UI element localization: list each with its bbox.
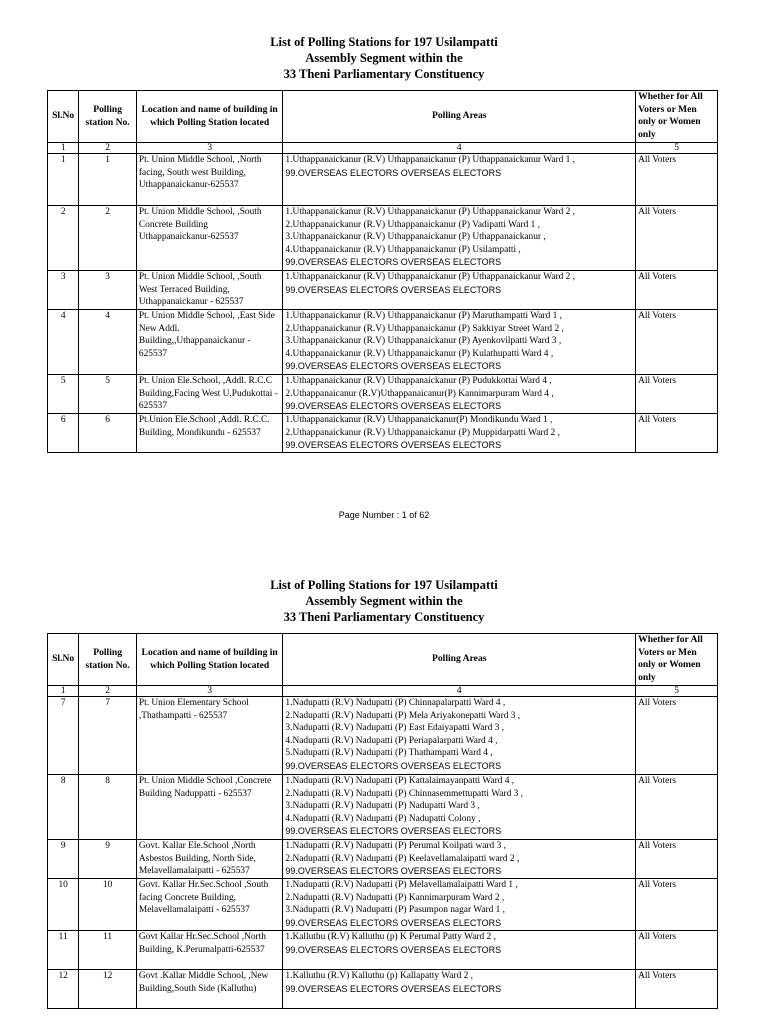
cell-location: Pt. Union Middle School, ,East Side New Addl. Building,,Uthappanaickanur - 625537 xyxy=(136,310,283,375)
column-number: 4 xyxy=(283,686,636,697)
polling-stations-table-page-1 xyxy=(47,90,718,453)
polling-area-line: 2.Uthappanaickanur (R.V) Uthappanaickanur (P) Vadipatti Ward 1 , xyxy=(285,219,540,230)
cell-slno: 5 xyxy=(48,375,79,414)
cell-location: Pt.Union Ele.School ,Addl. R.C.C. Building, Mondikundu - 625537 xyxy=(136,414,283,453)
column-number: 3 xyxy=(136,143,283,154)
polling-area-line: 99.OVERSEAS ELECTORS OVERSEAS ELECTORS xyxy=(285,440,502,451)
polling-area-line: 4.Uthappanaickanur (R.V) Uthappanaickanur (P) Usilampatti , xyxy=(285,244,521,255)
polling-area-line: 99.OVERSEAS ELECTORS OVERSEAS ELECTORS xyxy=(285,284,502,295)
title-line: 33 Theni Parliamentary Constituency xyxy=(283,610,485,624)
table-row xyxy=(48,840,718,879)
cell-polling-station-no: 3 xyxy=(79,271,137,310)
column-number: 5 xyxy=(636,143,718,154)
polling-area-line: 1.Uthappanaickanur (R.V) Uthappanaickanur (P) Maruthampatti Ward 1 , xyxy=(285,311,563,321)
cell-polling-areas xyxy=(283,271,636,310)
cell-slno: 9 xyxy=(48,840,79,879)
cell-location: Pt. Union Middle School, ,South West Terraced Building, Uthappanaickanur - 625537 xyxy=(136,271,283,310)
title-line: Assembly Segment within the xyxy=(305,51,463,65)
cell-voters: All Voters xyxy=(636,879,718,931)
polling-area-line: 2.Nadupatti (R.V) Nadupatti (P) Keelavellamalaipatti ward 2 , xyxy=(285,853,520,864)
cell-polling-areas xyxy=(283,775,636,840)
cell-location: Pt. Union Elementary School ,Thathampatti - 625537 xyxy=(136,697,283,775)
cell-slno: 1 xyxy=(48,154,79,206)
cell-polling-areas xyxy=(283,414,636,453)
polling-area-line: 5.Nadupatti (R.V) Nadupatti (P) Thathampatti Ward 4 , xyxy=(285,748,493,759)
column-number: 1 xyxy=(48,143,79,154)
polling-area-line: 1.Uthappanaickanur (R.V) Uthappanaickanur (P) Uthappanaickanur Ward 1 , xyxy=(285,155,576,165)
table-body xyxy=(48,697,718,1009)
cell-location: Pt. Union Ele.School, ,Addl. R.C.C Building,Facing West U.Pudukottai - 625537 xyxy=(136,375,283,414)
polling-area-line: 99.OVERSEAS ELECTORS OVERSEAS ELECTORS xyxy=(285,257,502,268)
header-location: Location and name of building in which Polling Station located xyxy=(136,634,283,686)
cell-voters: All Voters xyxy=(636,271,718,310)
cell-voters: All Voters xyxy=(636,310,718,375)
polling-area-line: 4.Uthappanaickanur (R.V) Uthappanaickanur (P) Kulathupatti Ward 4 , xyxy=(285,348,554,359)
polling-area-line: 1.Uthappanaickanur (R.V) Uthappanaickanur (P) Uthappanaickanur Ward 2 , xyxy=(285,207,576,217)
table-row xyxy=(48,206,718,271)
cell-location: Pt. Union Middle School ,Concrete Building Naduppatti - 625537 xyxy=(136,775,283,840)
column-number: 4 xyxy=(283,143,636,154)
cell-polling-station-no: 4 xyxy=(79,310,137,375)
header-whether: Whether for All Voters or Men only or Women only xyxy=(636,91,718,143)
polling-area-line: 99.OVERSEAS ELECTORS OVERSEAS ELECTORS xyxy=(285,826,502,837)
table-row xyxy=(48,271,718,310)
cell-polling-station-no: 11 xyxy=(79,931,137,970)
page-2-title xyxy=(0,577,768,625)
table-row xyxy=(48,970,718,1009)
cell-polling-areas xyxy=(283,154,636,206)
title-line: List of Polling Stations for 197 Usilampatti xyxy=(270,578,498,592)
column-number: 1 xyxy=(48,686,79,697)
polling-area-line: 1.Nadupatti (R.V) Nadupatti (P) Melavellamalaipatti Ward 1 , xyxy=(285,880,518,890)
polling-area-line: 99.OVERSEAS ELECTORS OVERSEAS ELECTORS xyxy=(285,167,502,178)
cell-polling-areas xyxy=(283,206,636,271)
cell-voters: All Voters xyxy=(636,775,718,840)
cell-polling-areas xyxy=(283,970,636,1009)
cell-polling-areas xyxy=(283,375,636,414)
polling-area-line: 99.OVERSEAS ELECTORS OVERSEAS ELECTORS xyxy=(285,361,502,372)
polling-area-line: 4.Nadupatti (R.V) Nadupatti (P) Nadupatti Colony , xyxy=(285,813,481,824)
polling-area-line: 99.OVERSEAS ELECTORS OVERSEAS ELECTORS xyxy=(285,917,502,928)
column-number: 3 xyxy=(136,686,283,697)
cell-slno: 11 xyxy=(48,931,79,970)
cell-voters: All Voters xyxy=(636,375,718,414)
cell-slno: 4 xyxy=(48,310,79,375)
polling-area-line: 99.OVERSEAS ELECTORS OVERSEAS ELECTORS xyxy=(285,983,502,994)
cell-slno: 8 xyxy=(48,775,79,840)
cell-polling-station-no: 12 xyxy=(79,970,137,1009)
cell-slno: 12 xyxy=(48,970,79,1009)
column-number: 5 xyxy=(636,686,718,697)
column-number: 2 xyxy=(79,686,137,697)
page-number: Page Number : 1 of 62 xyxy=(338,510,430,520)
polling-area-line: 2.Nadupatti (R.V) Nadupatti (P) Mela Ariyakonepatti Ward 3 , xyxy=(285,710,521,721)
cell-slno: 3 xyxy=(48,271,79,310)
polling-area-line: 1.Nadupatti (R.V) Nadupatti (P) Kattalaimayanpatti Ward 4 , xyxy=(285,776,515,786)
header-polling-station: Polling station No. xyxy=(79,91,137,143)
table-row xyxy=(48,775,718,840)
cell-location: Pt. Union Middle School, ,North facing, South west Building, Uthappanaickanur-625537 xyxy=(136,154,283,206)
polling-area-line: 1.Nadupatti (R.V) Nadupatti (P) Chinnapalarpatti Ward 4 , xyxy=(285,698,506,708)
polling-area-line: 2.Uthappanaickanur (R.V) Uthappanaickanur (P) Sakkiyar Street Ward 2 , xyxy=(285,323,564,334)
cell-voters: All Voters xyxy=(636,154,718,206)
polling-area-line: 3.Uthappanaickanur (R.V) Uthappanaickanur (P) Uthappanaickanur , xyxy=(285,232,546,243)
cell-polling-station-no: 6 xyxy=(79,414,137,453)
table-row xyxy=(48,879,718,931)
table-row xyxy=(48,310,718,375)
cell-voters: All Voters xyxy=(636,970,718,1009)
cell-location: Govt. Kallar Ele.School ,North Asbestos Building, North Side, Melavellamalaipatti - 625537 xyxy=(136,840,283,879)
cell-polling-station-no: 8 xyxy=(79,775,137,840)
table-row xyxy=(48,697,718,775)
header-polling-station: Polling station No. xyxy=(79,634,137,686)
polling-area-line: 2.Uthappanaickanur (R.V) Uthappanaickanur (P) Muppidarpatti Ward 2 , xyxy=(285,427,560,438)
polling-area-line: 99.OVERSEAS ELECTORS OVERSEAS ELECTORS xyxy=(285,401,502,412)
cell-polling-areas xyxy=(283,310,636,375)
polling-area-line: 99.OVERSEAS ELECTORS OVERSEAS ELECTORS xyxy=(285,866,502,877)
cell-polling-station-no: 7 xyxy=(79,697,137,775)
cell-slno: 7 xyxy=(48,697,79,775)
polling-stations-table-page-2 xyxy=(47,633,718,1009)
cell-polling-station-no: 2 xyxy=(79,206,137,271)
header-slno: Sl.No xyxy=(48,91,79,143)
cell-slno: 10 xyxy=(48,879,79,931)
polling-area-line: 1.Uthappanaickanur (R.V) Uthappanaickanur(P) Mondikundu Ward 1 , xyxy=(285,415,553,425)
table-row xyxy=(48,931,718,970)
cell-polling-areas xyxy=(283,840,636,879)
polling-area-line: 1.Nadupatti (R.V) Nadupatti (P) Perumal Koilpati ward 3 , xyxy=(285,841,506,851)
cell-voters: All Voters xyxy=(636,697,718,775)
polling-area-line: 1.Uthappanaickanur (R.V) Uthappanaickanur (P) Pudukkottai Ward 4 , xyxy=(285,376,552,386)
cell-location: Govt .Kallar Middle School, ,New Building,South Side (Kalluthu) xyxy=(136,970,283,1009)
cell-slno: 6 xyxy=(48,414,79,453)
table-row xyxy=(48,154,718,206)
cell-location: Govt. Kallar Hr.Sec.School ,South facing Concrete Building, Melavellamalaipatti - 625537 xyxy=(136,879,283,931)
cell-polling-station-no: 10 xyxy=(79,879,137,931)
polling-area-line: 1.Uthappanaickanur (R.V) Uthappanaickanur (P) Uthappanaickanur Ward 2 , xyxy=(285,272,576,282)
page-1-title xyxy=(0,34,768,82)
cell-polling-areas xyxy=(283,879,636,931)
header-slno: Sl.No xyxy=(48,634,79,686)
polling-area-line: 2.Nadupatti (R.V) Nadupatti (P) Kannimarpuram Ward 2 , xyxy=(285,892,505,903)
cell-polling-areas xyxy=(283,697,636,775)
header-location: Location and name of building in which Polling Station located xyxy=(136,91,283,143)
polling-area-line: 1.Kalluthu (R.V) Kalluthu (p) Kallapatty Ward 2 , xyxy=(285,971,473,981)
polling-area-line: 99.OVERSEAS ELECTORS OVERSEAS ELECTORS xyxy=(285,944,502,955)
cell-voters: All Voters xyxy=(636,414,718,453)
header-areas: Polling Areas xyxy=(283,91,636,143)
polling-area-line: 3.Uthappanaickanur (R.V) Uthappanaickanur (P) Ayenkovilpatti Ward 3 , xyxy=(285,336,562,347)
cell-voters: All Voters xyxy=(636,206,718,271)
cell-location: Govt Kallar Hr.Sec.School ,North Building, K.Perumalpatti-625537 xyxy=(136,931,283,970)
header-whether: Whether for All Voters or Men only or Women only xyxy=(636,634,718,686)
polling-area-line: 4.Nadupatti (R.V) Nadupatti (P) Periapalarpatti Ward 4 , xyxy=(285,735,498,746)
table-body xyxy=(48,154,718,453)
polling-area-line: 2.Nadupatti (R.V) Nadupatti (P) Chinnasemmettupatti Ward 3 , xyxy=(285,788,523,799)
header-areas: Polling Areas xyxy=(283,634,636,686)
title-line: Assembly Segment within the xyxy=(305,594,463,608)
cell-voters: All Voters xyxy=(636,840,718,879)
cell-polling-station-no: 5 xyxy=(79,375,137,414)
polling-area-line: 2.Uthappanaicanur (R.V)Uthappanaicanur(P) Kannimarpuram Ward 4 , xyxy=(285,388,554,399)
polling-area-line: 3.Nadupatti (R.V) Nadupatti (P) Nadupatti Ward 3 , xyxy=(285,801,480,812)
polling-area-line: 99.OVERSEAS ELECTORS OVERSEAS ELECTORS xyxy=(285,760,502,771)
title-line: 33 Theni Parliamentary Constituency xyxy=(283,67,485,81)
cell-slno: 2 xyxy=(48,206,79,271)
table-row xyxy=(48,375,718,414)
cell-polling-station-no: 1 xyxy=(79,154,137,206)
cell-location: Pt. Union Middle School, ,South Concrete Building Uthappanaickanur-625537 xyxy=(136,206,283,271)
cell-voters: All Voters xyxy=(636,931,718,970)
polling-area-line: 3.Nadupatti (R.V) Nadupatti (P) East Edaiyapatti Ward 3 , xyxy=(285,723,504,734)
title-line: List of Polling Stations for 197 Usilampatti xyxy=(270,35,498,49)
polling-area-line: 1.Kalluthu (R.V) Kalluthu (p) K Perumal Patty Ward 2 , xyxy=(285,932,496,942)
table-row xyxy=(48,414,718,453)
column-number: 2 xyxy=(79,143,137,154)
cell-polling-areas xyxy=(283,931,636,970)
polling-area-line: 3.Nadupatti (R.V) Nadupatti (P) Pasumpon nagar Ward 1 , xyxy=(285,905,506,916)
cell-polling-station-no: 9 xyxy=(79,840,137,879)
